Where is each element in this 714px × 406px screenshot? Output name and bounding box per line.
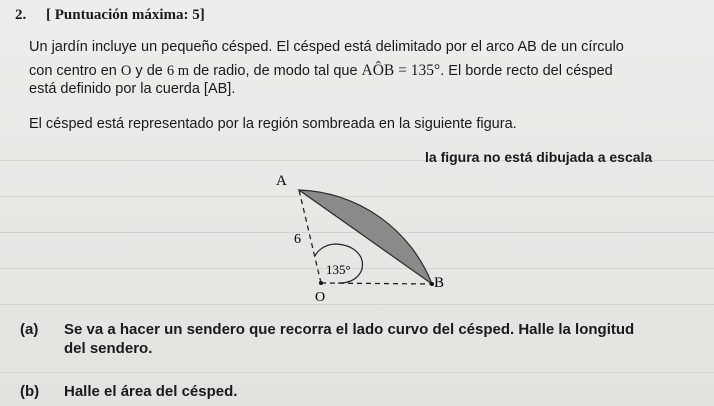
label-o: O — [315, 290, 326, 305]
angle-label: 135° — [326, 262, 351, 277]
intro-line-2-d: . El borde recto del césped — [440, 63, 613, 79]
intro-line-2-b: y de — [135, 63, 163, 79]
angle-expression: AÔB = 135° — [361, 62, 441, 79]
question-number: 2. — [15, 7, 27, 23]
center-symbol: O — [120, 63, 132, 79]
scale-note: la figura no está dibujada a escala — [425, 149, 653, 165]
radius-ob — [321, 283, 432, 284]
part-a-line-1: Se va a hacer un sendero que recorra el lado curvo del césped. Halle la longitud — [64, 321, 635, 338]
intro-line-3: está definido por la cuerda [AB]. — [29, 81, 236, 97]
part-b-line-1: Halle el área del césped. — [64, 383, 238, 400]
question-heading: [ Puntuación máxima: 5] — [46, 7, 205, 23]
part-a-label: (a) — [20, 321, 39, 338]
intro-line-2-a: con centro en — [29, 63, 117, 79]
label-b: B — [434, 275, 445, 291]
label-a: A — [276, 173, 287, 189]
intro-line-2-c: de radio, de modo tal que — [193, 63, 358, 79]
part-b-label: (b) — [20, 383, 40, 400]
shaded-segment — [299, 190, 432, 284]
radius-value: 6 m — [166, 63, 190, 79]
intro-line-1: Un jardín incluye un pequeño césped. El césped está delimitado por el arco AB de un círculo — [29, 39, 624, 55]
figure-intro: El césped está representado por la región sombreada en la siguiente figura. — [29, 116, 517, 132]
part-a-line-2: del sendero. — [64, 340, 153, 357]
radius-label: 6 — [294, 232, 301, 247]
center-point — [319, 281, 323, 285]
